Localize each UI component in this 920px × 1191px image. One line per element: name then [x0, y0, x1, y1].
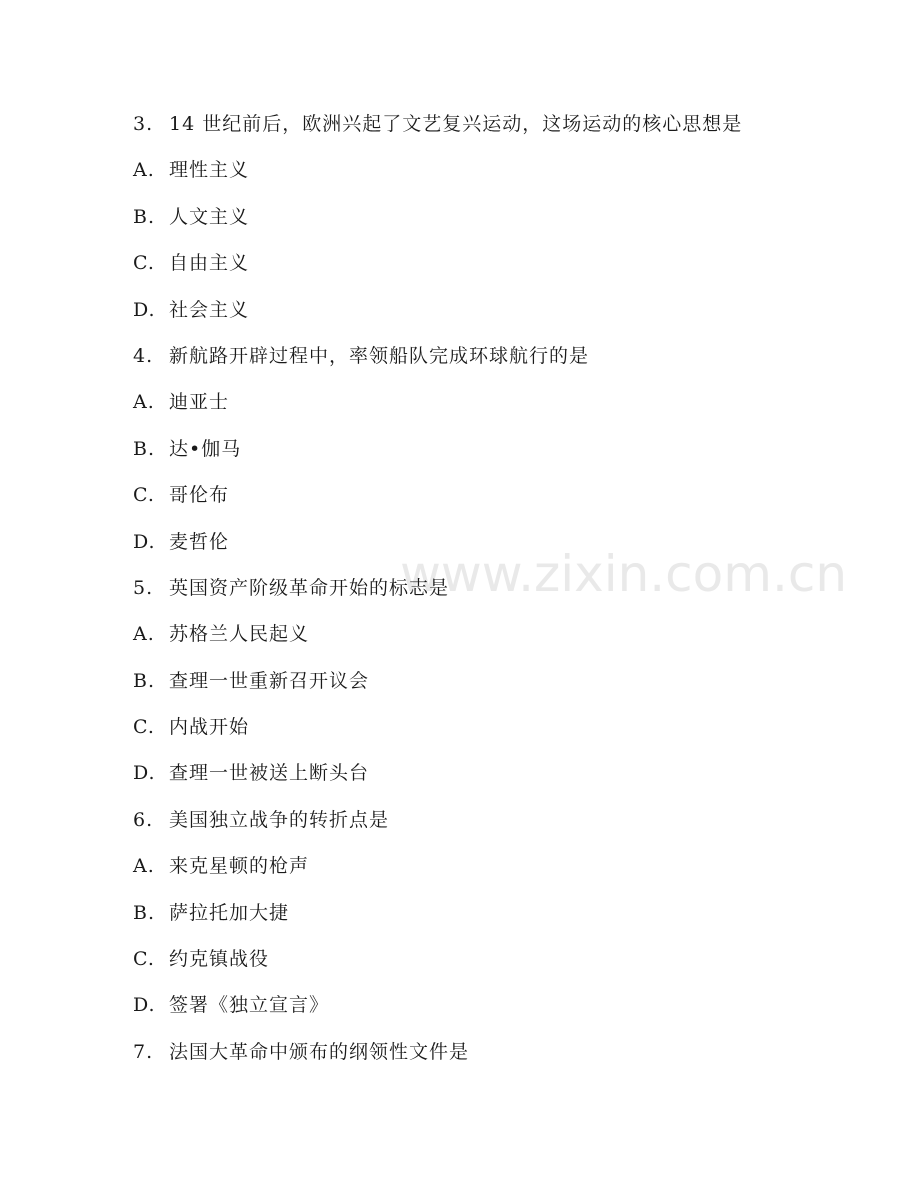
- option-letter: C.: [133, 484, 155, 507]
- option-letter: A.: [133, 855, 155, 878]
- option-b: [133, 893, 833, 939]
- option-text: 内战开始: [169, 716, 250, 739]
- option-text: 麦哲伦: [169, 530, 230, 553]
- option-a: [133, 614, 833, 660]
- question-number: 7.: [133, 1040, 154, 1063]
- option-text: 约克镇战役: [169, 948, 270, 971]
- option-letter: A.: [133, 623, 155, 646]
- option-letter: B.: [133, 901, 156, 924]
- option-letter: B.: [133, 669, 156, 692]
- option-d: [133, 985, 833, 1031]
- option-text: 达•伽马: [169, 437, 242, 460]
- option-c: [133, 707, 833, 753]
- option-letter: A.: [133, 391, 155, 414]
- option-b: [133, 429, 833, 475]
- question-text: 英国资产阶级革命开始的标志是: [169, 576, 450, 599]
- question-6-stem: [133, 800, 833, 846]
- question-5-stem: [133, 568, 833, 614]
- option-text: 苏格兰人民起义: [169, 623, 310, 646]
- option-text: 迪亚士: [169, 391, 230, 414]
- option-letter: B.: [133, 437, 156, 460]
- option-text: 自由主义: [169, 252, 250, 275]
- option-letter: C.: [133, 948, 155, 971]
- option-b: [133, 661, 833, 707]
- question-text: 美国独立战争的转折点是: [169, 808, 390, 831]
- watermark: www.zixin.com.cn: [400, 545, 848, 603]
- option-text: 哥伦布: [169, 484, 230, 507]
- question-number: 5.: [133, 576, 154, 599]
- option-a: [133, 150, 833, 196]
- question-list: [133, 104, 833, 1078]
- option-text: 查理一世重新召开议会: [169, 669, 370, 692]
- option-text: 理性主义: [169, 159, 250, 182]
- question-text: 法国大革命中颁布的纲领性文件是: [169, 1040, 470, 1063]
- option-text: 查理一世被送上断头台: [169, 762, 370, 785]
- option-letter: D.: [133, 762, 156, 785]
- option-a: [133, 382, 833, 428]
- option-letter: C.: [133, 252, 155, 275]
- option-c: [133, 243, 833, 289]
- option-d: [133, 290, 833, 336]
- option-letter: D.: [133, 298, 156, 321]
- option-letter: D.: [133, 530, 156, 553]
- option-text: 签署《独立宣言》: [169, 994, 330, 1017]
- option-a: [133, 846, 833, 892]
- option-text: 社会主义: [169, 298, 250, 321]
- question-number: 3.: [133, 113, 154, 135]
- option-letter: B.: [133, 205, 156, 228]
- option-letter: C.: [133, 716, 155, 739]
- option-text: 来克星顿的枪声: [169, 855, 310, 878]
- option-b: [133, 197, 833, 243]
- option-d: [133, 522, 833, 568]
- question-3-stem: [133, 104, 833, 150]
- option-d: [133, 753, 833, 799]
- option-text: 人文主义: [169, 205, 250, 228]
- question-text: 14 世纪前后，欧洲兴起了文艺复兴运动，这场运动的核心思想是: [169, 113, 743, 135]
- option-text: 萨拉托加大捷: [169, 901, 290, 924]
- option-letter: A.: [133, 159, 155, 182]
- question-text: 新航路开辟过程中，率领船队完成环球航行的是: [169, 344, 590, 367]
- option-letter: D.: [133, 994, 156, 1017]
- option-c: [133, 939, 833, 985]
- question-number: 4.: [133, 344, 154, 367]
- option-c: [133, 475, 833, 521]
- question-number: 6.: [133, 808, 154, 831]
- question-4-stem: [133, 336, 833, 382]
- question-7-stem: [133, 1032, 833, 1078]
